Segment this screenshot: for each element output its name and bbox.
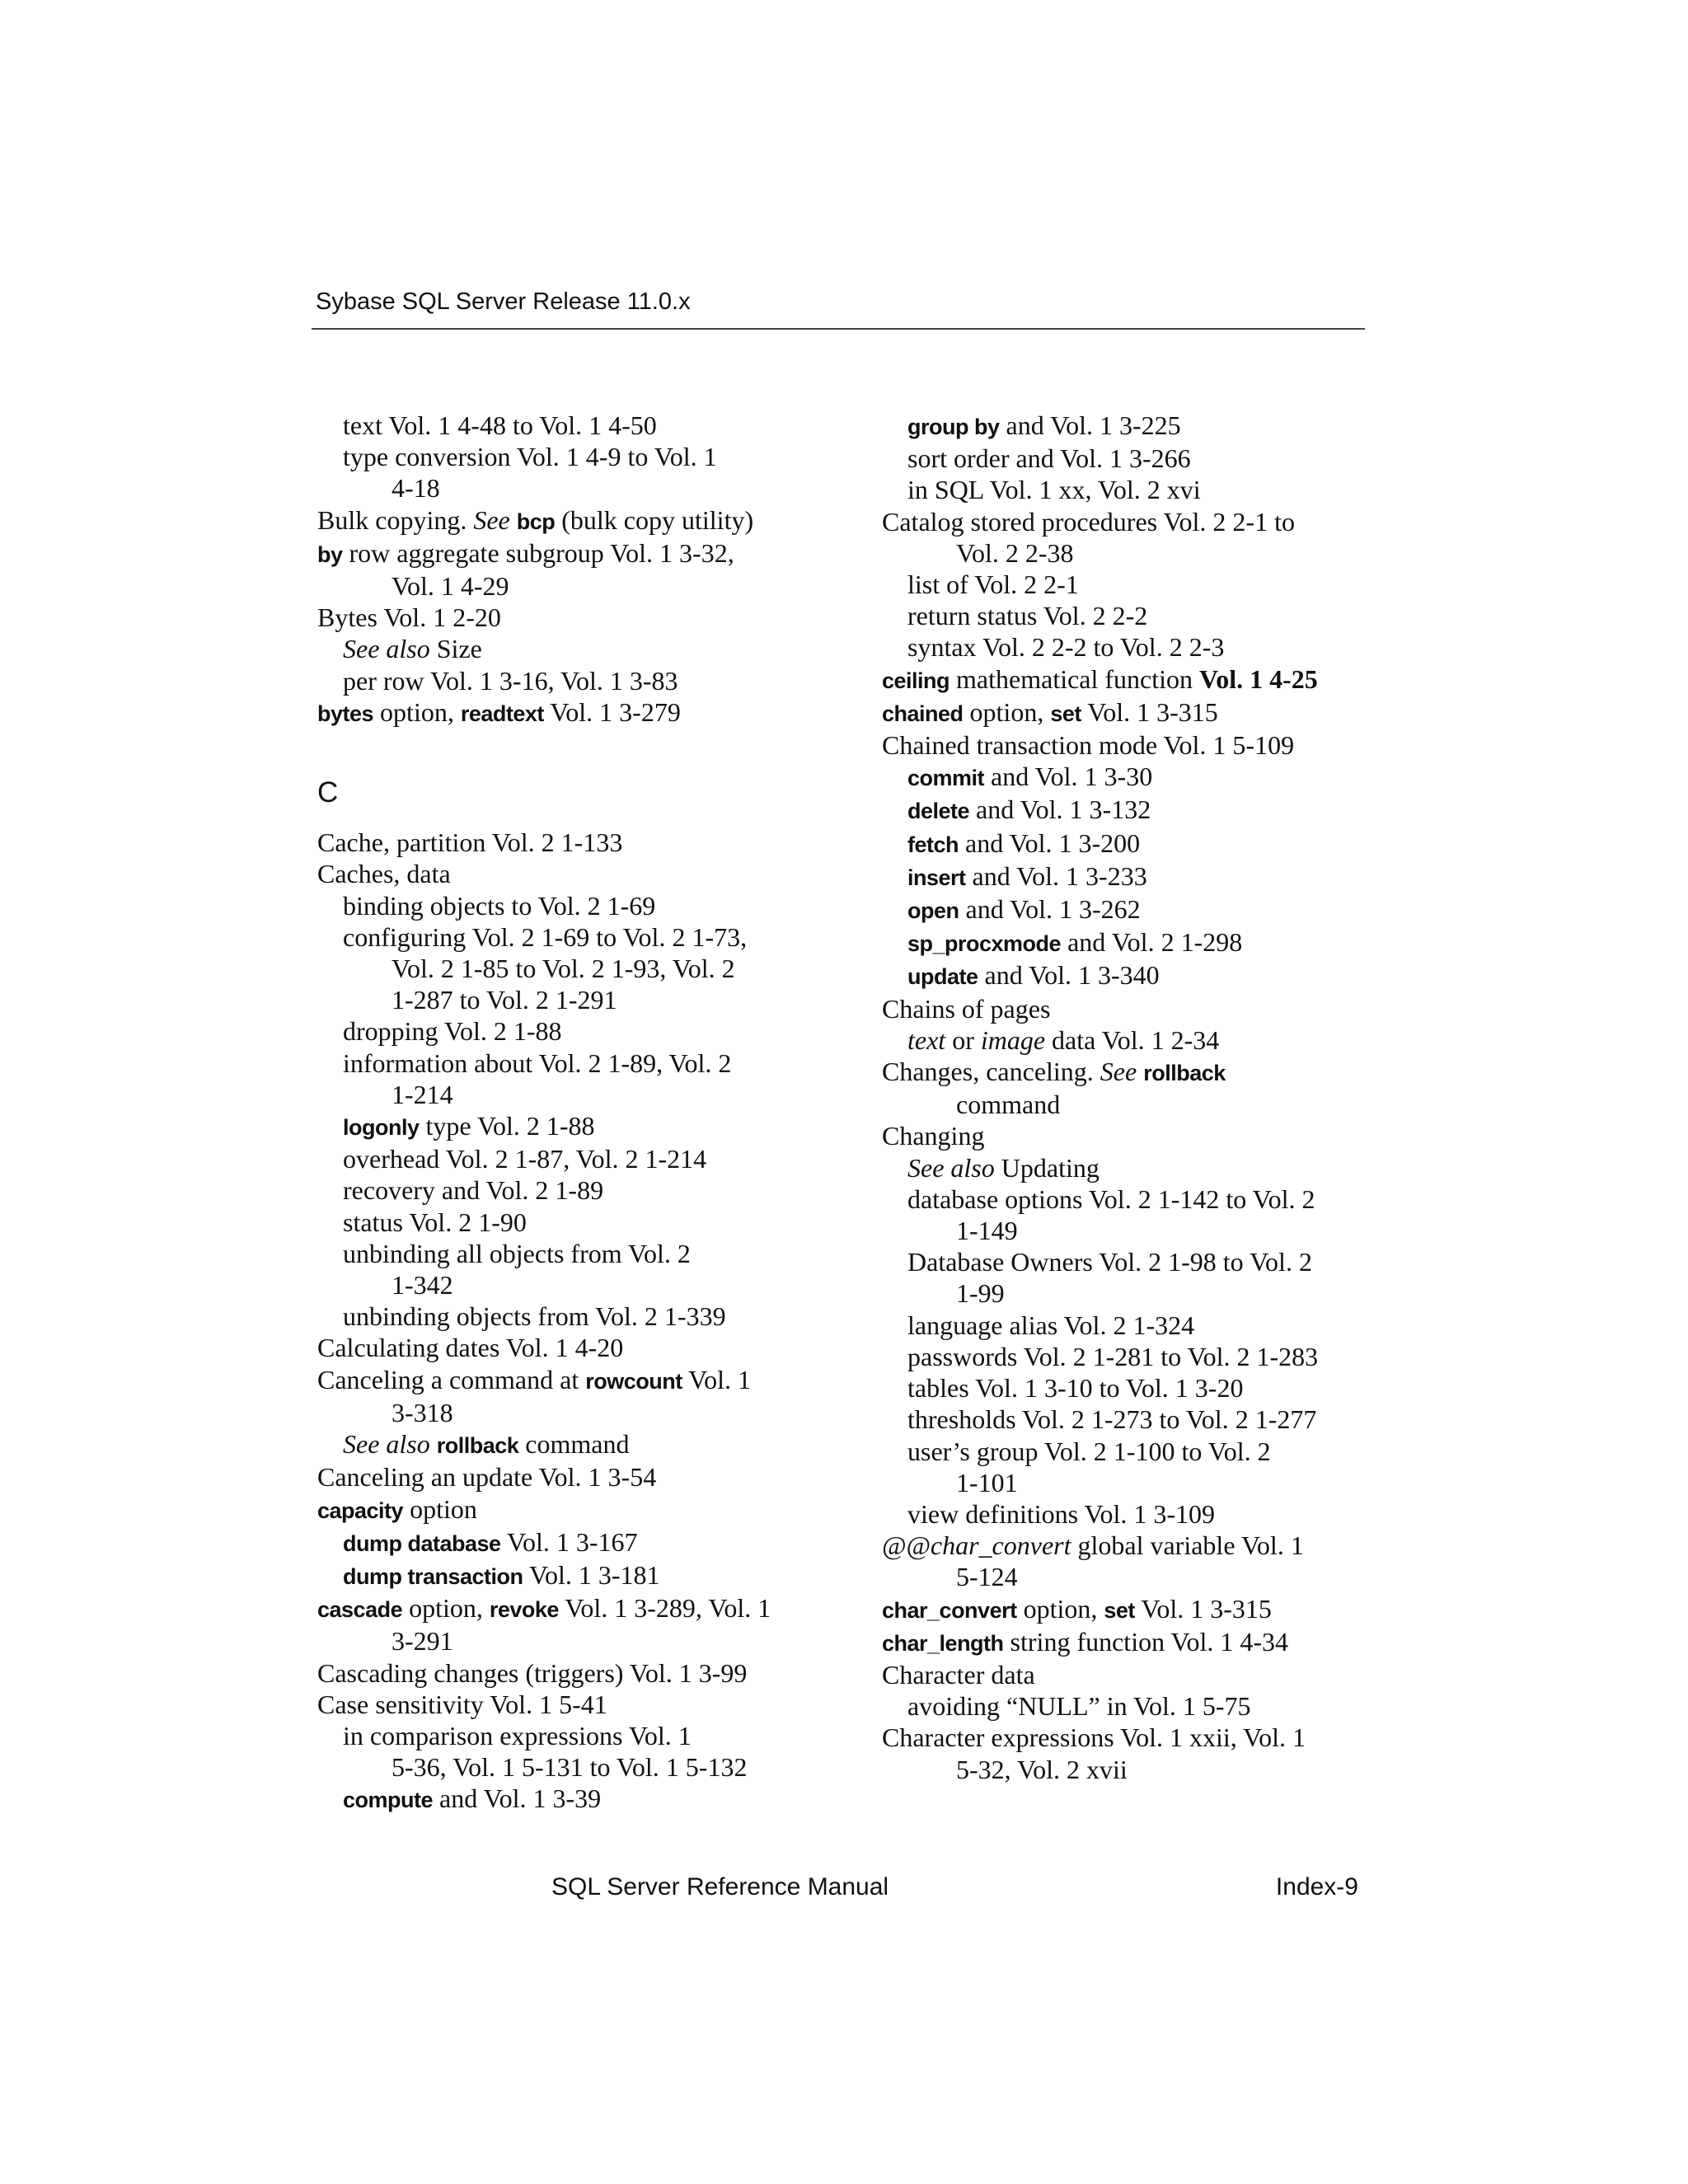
index-entry-text: Cache, partition Vol. 2 1-133 (317, 827, 623, 858)
index-entry-text: delete (907, 799, 970, 824)
index-entry-text: char_length (882, 1630, 1004, 1656)
index-entry-text: option, (402, 1593, 490, 1624)
index-entry (317, 1143, 828, 1174)
index-entry (317, 921, 828, 953)
index-entry (317, 1332, 828, 1363)
index-entry-text: Character data (882, 1659, 1035, 1690)
index-entry (882, 1659, 1376, 1690)
index-entry (882, 696, 1376, 729)
index-entry (882, 569, 1376, 600)
index-entry (882, 1754, 1376, 1785)
index-entry-text: option, (1016, 1593, 1104, 1624)
index-entry-text: option, (373, 696, 461, 727)
index-entry (317, 1461, 828, 1493)
index-entry (882, 663, 1376, 696)
index-entry (317, 1364, 828, 1397)
index-entry-text: and Vol. 1 3-233 (965, 860, 1147, 891)
index-entry (882, 410, 1376, 443)
index-entry-text: readtext (460, 701, 544, 726)
index-entry-text: Vol. 2 2-38 (956, 537, 1074, 568)
index-entry-text: dump transaction (343, 1563, 523, 1589)
index-entry-text: Vol. 1 3-181 (523, 1559, 660, 1590)
index-entry-text: logonly (343, 1115, 420, 1141)
index-entry-text: and Vol. 1 3-262 (959, 894, 1141, 925)
index-entry-text: avoiding “NULL” in Vol. 1 5-75 (907, 1691, 1251, 1722)
index-entry-text: tables Vol. 1 3-10 to Vol. 1 3-20 (907, 1373, 1244, 1404)
index-entry-text: or (945, 1024, 981, 1055)
index-entry (882, 1690, 1376, 1722)
index-entry (317, 1625, 828, 1657)
index-entry (882, 860, 1376, 893)
index-entry-text: type conversion Vol. 1 4-9 to Vol. 1 (343, 442, 717, 472)
index-entry (882, 893, 1376, 926)
index-entry (882, 600, 1376, 631)
index-entry (317, 633, 828, 664)
index-entry-text: compute (343, 1788, 434, 1813)
index-entry-text: and Vol. 2 1-298 (1061, 927, 1243, 958)
index-entry-text: unbinding objects from Vol. 2 1-339 (343, 1301, 726, 1332)
index-entry-text: 3-291 (392, 1626, 453, 1657)
index-entry (317, 1751, 828, 1783)
index-entry-text: Character expressions Vol. 1 xxii, Vol. 1 (882, 1722, 1306, 1753)
index-entry-text: language alias Vol. 2 1-324 (907, 1310, 1195, 1340)
index-entry-text: open (907, 898, 959, 924)
index-entry-text: dropping Vol. 2 1-88 (343, 1016, 562, 1047)
index-entry (882, 1024, 1376, 1056)
index-entry-text (1137, 1057, 1143, 1086)
index-entry (317, 1301, 828, 1332)
index-entry-text: See (1100, 1057, 1137, 1087)
index-entry-text: row aggregate subgroup Vol. 1 3-32, (342, 537, 734, 568)
index-entry-text: char_convert (882, 1597, 1017, 1623)
index-entry-text: and Vol. 1 3-340 (978, 960, 1160, 991)
index-entry-text: mathematical function (950, 663, 1200, 694)
index-entry-text: database options Vol. 2 1-142 to Vol. 2 (907, 1183, 1315, 1214)
index-entry (317, 1657, 828, 1689)
index-entry (317, 1047, 828, 1079)
index-entry-text: per row Vol. 1 3-16, Vol. 1 3-83 (343, 665, 678, 696)
index-entry-text: Changing (882, 1121, 985, 1151)
index-entry-text: dump database (343, 1530, 501, 1556)
index-entry-text: 3-318 (392, 1397, 453, 1427)
index-entry-text: rollback (1143, 1061, 1226, 1086)
index-entry (882, 761, 1376, 794)
index-entry (317, 1592, 828, 1625)
index-entry (317, 441, 828, 472)
index-entry-text: Canceling a command at (317, 1364, 586, 1394)
index-entry (882, 827, 1376, 860)
index-entry (317, 827, 828, 858)
index-entry-text: Vol. 1 3-315 (1134, 1593, 1272, 1624)
index-entry (882, 1722, 1376, 1753)
index-entry (317, 1493, 828, 1526)
index-entry (317, 858, 828, 889)
index-entry (882, 1246, 1376, 1277)
index-entry (882, 1183, 1376, 1215)
index-entry-text: Catalog stored procedures Vol. 2 2-1 to (882, 506, 1295, 537)
index-entry (317, 1720, 828, 1751)
index-entry (317, 665, 828, 696)
index-entry (882, 1056, 1376, 1089)
index-entry-text: type Vol. 2 1-88 (419, 1111, 595, 1141)
index-entry (317, 504, 828, 537)
index-entry (317, 953, 828, 984)
index-entry-text: and Vol. 1 3-132 (969, 794, 1151, 825)
index-entry-text: Bytes Vol. 1 2-20 (317, 602, 501, 633)
index-entry (882, 1372, 1376, 1404)
index-entry (882, 1089, 1376, 1120)
index-entry-text: recovery and Vol. 2 1-89 (343, 1175, 604, 1206)
index-entry-text: sort order and Vol. 1 3-266 (907, 443, 1191, 474)
index-entry-text: Calculating dates Vol. 1 4-20 (317, 1333, 624, 1363)
index-entry-text: option, (963, 696, 1051, 727)
index-entry-text: chained (882, 701, 964, 726)
index-entry-text: 1-99 (956, 1278, 1005, 1309)
index-entry-text: configuring Vol. 2 1-69 to Vol. 2 1-73, (343, 921, 748, 952)
index-entry-text: rollback (436, 1433, 519, 1459)
index-entry-text: revoke (489, 1597, 559, 1623)
index-entry (882, 1467, 1376, 1498)
index-entry (882, 1404, 1376, 1435)
index-entry (882, 1626, 1376, 1659)
index-entry (317, 410, 828, 441)
index-entry-text: Chains of pages (882, 993, 1051, 1024)
index-entry-text: C (317, 776, 339, 809)
index-entry-text: See also (343, 1429, 430, 1460)
index-entry-text: Case sensitivity Vol. 1 5-41 (317, 1689, 607, 1719)
index-entry-text: Vol. 1 3-167 (500, 1526, 638, 1557)
index-entry-text: See also (907, 1152, 995, 1183)
index-entry-text: rowcount (585, 1368, 682, 1394)
index-entry-text: and Vol. 1 3-30 (984, 762, 1153, 792)
footer-page-number: Index-9 (1275, 1873, 1358, 1900)
index-entry-text: information about Vol. 2 1-89, Vol. 2 (343, 1047, 732, 1078)
index-entry-text: option (403, 1493, 477, 1524)
index-entry-text: Vol. 1 (682, 1364, 752, 1394)
index-entry (317, 696, 828, 729)
index-entry-text: Vol. 1 4-25 (1199, 663, 1318, 694)
index-entry-text: Canceling an update Vol. 1 3-54 (317, 1462, 657, 1493)
index-entry-text: 1-287 to Vol. 2 1-291 (392, 985, 617, 1015)
index-entry-text: in SQL Vol. 1 xx, Vol. 2 xvi (907, 475, 1201, 505)
index-entry-text: Size (429, 634, 482, 664)
index-entry-text: 1-342 (392, 1270, 453, 1301)
index-entry (317, 1174, 828, 1206)
index-entry-text: sp_procxmode (907, 931, 1062, 957)
running-header: Sybase SQL Server Release 11.0.x (316, 288, 691, 315)
index-entry (882, 1530, 1376, 1561)
header-rule (312, 328, 1365, 330)
index-entry-text: Updating (994, 1152, 1100, 1183)
index-entry-text: string function Vol. 1 4-34 (1003, 1626, 1289, 1657)
index-entry-text: Vol. 1 3-315 (1081, 696, 1218, 727)
index-entry-text: cascade (317, 1597, 403, 1623)
index-entry-text: view definitions Vol. 1 3-109 (907, 1498, 1216, 1529)
index-entry-text: bcp (516, 509, 556, 534)
index-entry-text: Changes, canceling. (882, 1057, 1100, 1087)
index-column-left (317, 410, 828, 1816)
index-entry-text: 4-18 (392, 473, 440, 504)
index-entry (317, 1689, 828, 1720)
index-entry-text: See also (343, 634, 430, 664)
index-entry-text: by (317, 541, 343, 567)
index-entry-text: command (956, 1090, 1061, 1120)
index-entry (882, 443, 1376, 474)
index-entry-text: return status Vol. 2 2-2 (907, 601, 1148, 631)
index-entry (882, 1436, 1376, 1467)
index-entry (317, 984, 828, 1015)
index-entry-text: Chained transaction mode Vol. 1 5-109 (882, 730, 1295, 761)
index-entry-text: 5-36, Vol. 1 5-131 to Vol. 1 5-132 (392, 1752, 748, 1783)
index-entry-text: 5-124 (956, 1562, 1018, 1592)
index-entry-text: group by (907, 415, 1000, 439)
index-entry-text: text Vol. 1 4-48 to Vol. 1 4-50 (343, 410, 657, 440)
index-entry-text: unbinding all objects from Vol. 2 (343, 1238, 691, 1268)
index-entry-text: Bulk copying. (317, 504, 474, 535)
index-entry-text: Vol. 1 3-279 (543, 696, 681, 727)
index-entry-text: bytes (317, 701, 374, 726)
index-entry-text: overhead Vol. 2 1-87, Vol. 2 1-214 (343, 1144, 707, 1174)
index-entry (317, 537, 828, 570)
index-entry (882, 1341, 1376, 1372)
index-entry-text: and Vol. 1 3-225 (999, 410, 1181, 440)
index-entry (882, 1277, 1376, 1309)
index-entry-text: Caches, data (317, 859, 451, 889)
index-entry (317, 1783, 828, 1816)
index-column-right (882, 410, 1376, 1785)
index-entry-text: Cascading changes (triggers) Vol. 1 3-99 (317, 1657, 748, 1688)
index-entry (882, 506, 1376, 537)
index-entry-text: 5-32, Vol. 2 xvii (956, 1754, 1128, 1784)
index-entry-text: Vol. 2 1-85 to Vol. 2 1-93, Vol. 2 (392, 954, 735, 984)
index-entry-text: See (473, 504, 510, 535)
index-entry (882, 729, 1376, 761)
index-section-letter (317, 777, 828, 808)
index-entry (317, 1015, 828, 1047)
index-entry (882, 474, 1376, 505)
index-entry (317, 602, 828, 633)
index-entry (317, 1238, 828, 1269)
index-entry (882, 959, 1376, 992)
index-entry-text: thresholds Vol. 2 1-273 to Vol. 2 1-277 (907, 1404, 1317, 1435)
index-entry-text: syntax Vol. 2 2-2 to Vol. 2 2-3 (907, 632, 1225, 663)
index-entry (882, 1120, 1376, 1151)
index-entry (882, 1310, 1376, 1341)
index-entry-text: Database Owners Vol. 2 1-98 to Vol. 2 (907, 1247, 1312, 1277)
index-entry-text: 1-214 (392, 1079, 453, 1109)
index-entry (882, 631, 1376, 663)
index-entry-text: commit (907, 766, 985, 791)
index-entry (317, 1428, 828, 1461)
index-entry (317, 890, 828, 921)
footer-manual-title: SQL Server Reference Manual (551, 1873, 889, 1900)
index-entry-text: user’s group Vol. 2 1-100 to Vol. 2 (907, 1436, 1271, 1466)
index-entry-text: global variable Vol. 1 (1071, 1530, 1304, 1561)
index-entry-text: capacity (317, 1497, 404, 1523)
index-entry (317, 1207, 828, 1238)
index-entry-text: 1-149 (956, 1216, 1018, 1246)
index-entry-text: data Vol. 1 2-34 (1045, 1024, 1220, 1055)
index-entry (882, 993, 1376, 1024)
index-entry (882, 926, 1376, 959)
index-entry-text: command (518, 1429, 630, 1460)
index-entry-text: 1-101 (956, 1467, 1018, 1497)
index-entry-text: image (980, 1024, 1046, 1055)
index-entry (317, 1559, 828, 1592)
index-entry-text (510, 505, 517, 535)
index-entry (317, 1397, 828, 1428)
index-entry-text (430, 1429, 437, 1459)
index-entry-text: (bulk copy utility) (555, 504, 754, 535)
index-entry-text: list of Vol. 2 2-1 (907, 569, 1079, 600)
index-entry-text: insert (907, 865, 966, 890)
index-entry-text: and Vol. 1 3-200 (959, 827, 1141, 858)
index-entry (317, 570, 828, 602)
index-entry-text: binding objects to Vol. 2 1-69 (343, 890, 656, 921)
index-entry (317, 1079, 828, 1110)
index-entry (882, 794, 1376, 827)
index-entry-text: text (907, 1024, 946, 1055)
index-entry (882, 1593, 1376, 1626)
index-entry-text: in comparison expressions Vol. 1 (343, 1720, 692, 1750)
index-entry-text: fetch (907, 832, 959, 857)
index-entry (317, 1110, 828, 1143)
index-entry-text: Vol. 1 4-29 (392, 571, 509, 602)
index-entry (882, 1561, 1376, 1592)
index-entry (317, 1269, 828, 1301)
index-entry-text: set (1050, 701, 1081, 726)
index-entry-text: @@char_convert (882, 1530, 1071, 1561)
index-entry (317, 1526, 828, 1559)
index-entry-text: status Vol. 2 1-90 (343, 1207, 527, 1237)
index-entry-text: set (1104, 1597, 1135, 1623)
index-entry-text: passwords Vol. 2 1-281 to Vol. 2 1-283 (907, 1341, 1319, 1371)
index-entry (882, 537, 1376, 569)
index-entry (317, 472, 828, 504)
index-entry (882, 1215, 1376, 1246)
index-entry-text: Vol. 1 3-289, Vol. 1 (558, 1593, 771, 1624)
index-entry-text: ceiling (882, 668, 950, 693)
index-entry (882, 1498, 1376, 1530)
index-entry-text: and Vol. 1 3-39 (433, 1783, 602, 1814)
index-entry-text: update (907, 964, 978, 990)
index-entry (882, 1152, 1376, 1183)
